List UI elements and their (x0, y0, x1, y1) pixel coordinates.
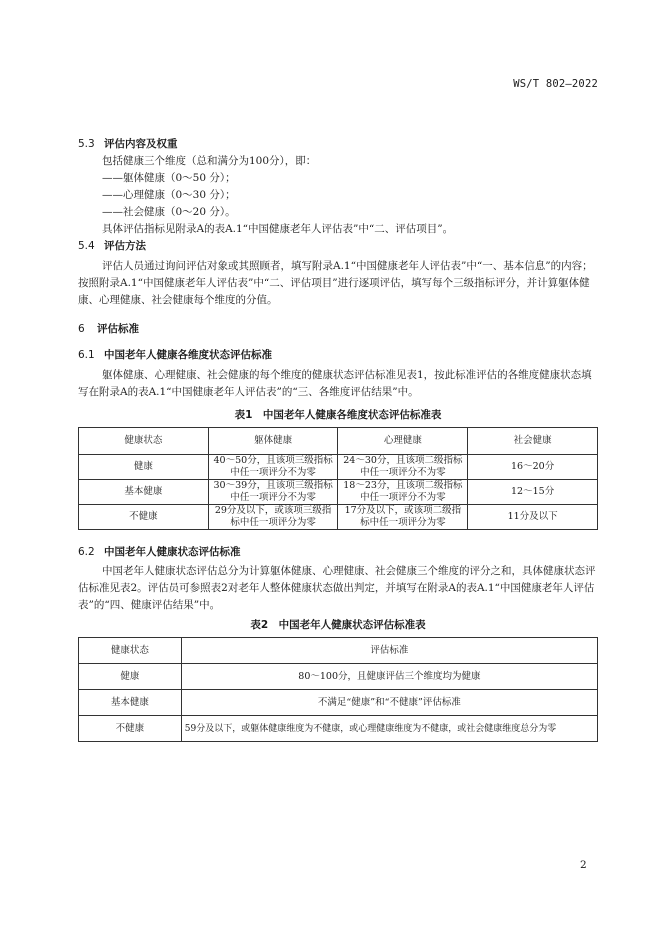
section-5-4-paragraph: 评估人员通过询问评估对象或其照顾者，填写附录A.1“中国健康老年人评估表”中“一、基本信息”的内容；按照附录A.1“中国健康老年人评估表”中“二、评估项目”进行逐项评估，填写每个三级指标评分，并计算躯体健康、心理健康、社会健康每个维度的分值。 (78, 260, 593, 306)
standard-code: WS/T 802—2022 (513, 78, 598, 90)
table-cell: 11分及以下 (468, 505, 598, 530)
section-title: 评估方法 (104, 240, 146, 252)
list-item: ——社会健康（0～20 分）。 (102, 206, 236, 218)
table-row (79, 455, 598, 480)
table-cell: 24～30分，且该项二级指标中任一项评分不为零 (338, 455, 468, 480)
section-number: 6.1 (78, 349, 95, 361)
table-cell: 30～39分，且该项三级指标中任一项评分不为零 (208, 480, 338, 505)
paragraph-line: 包括健康三个维度（总和满分为100分），即： (102, 155, 317, 167)
section-number: 6.2 (78, 546, 95, 558)
section-6-heading (78, 321, 139, 336)
table-cell: 基本健康 (79, 480, 209, 505)
table-header-cell: 社会健康 (468, 428, 598, 455)
table2 (78, 637, 598, 742)
table-header-cell: 评估标准 (181, 638, 597, 664)
list-item: ——心理健康（0～30 分）； (102, 189, 236, 201)
table-cell: 17分及以下，或该项二级指标中任一项评分为零 (338, 505, 468, 530)
table-header-cell: 躯体健康 (208, 428, 338, 455)
section-title: 中国老年人健康状态评估标准 (104, 546, 241, 558)
table-cell: 40～50分，且该项三级指标中任一项评分不为零 (208, 455, 338, 480)
list-item: ——躯体健康（0～50 分）； (102, 172, 236, 184)
section-number: 5.4 (78, 240, 95, 252)
table-cell: 59分及以下，或躯体健康维度为不健康，或心理健康维度为不健康，或社会健康维度总分为零 (181, 716, 597, 742)
table-row (79, 690, 598, 716)
section-title: 中国老年人健康各维度状态评估标准 (104, 349, 272, 361)
section-6-1-paragraph: 躯体健康、心理健康、社会健康的每个维度的健康状态评估标准见表1，按此标准评估的各维度健康状态填写在附录A的表A.1“中国健康老年人评估表”的“三、各维度评估结果”中。 (78, 369, 592, 398)
table-cell: 不满足“健康”和“不健康”评估标准 (181, 690, 597, 716)
section-5-3-body (102, 153, 602, 238)
table-row (79, 716, 598, 742)
table-cell: 16～20分 (468, 455, 598, 480)
table-cell: 12～15分 (468, 480, 598, 505)
table-cell: 18～23分，且该项二级指标中任一项评分不为零 (338, 480, 468, 505)
table1 (78, 427, 598, 530)
table-cell: 不健康 (79, 505, 209, 530)
section-6-1-heading (78, 347, 272, 362)
page-number: 2 (580, 859, 587, 871)
section-number: 5.3 (78, 138, 95, 150)
table-header-cell: 健康状态 (79, 638, 182, 664)
table-cell: 健康 (79, 664, 182, 690)
table-header-row (79, 638, 598, 664)
table-row (79, 505, 598, 530)
table-cell: 基本健康 (79, 690, 182, 716)
table-header-row (79, 428, 598, 455)
section-number: 6 (78, 323, 85, 335)
section-5-3-heading (78, 136, 178, 151)
table-cell: 不健康 (79, 716, 182, 742)
table2-caption: 表2 中国老年人健康状态评估标准表 (250, 619, 426, 631)
table-cell: 80～100分，且健康评估三个维度均为健康 (181, 664, 597, 690)
table-row (79, 664, 598, 690)
section-6-2-heading (78, 544, 241, 559)
section-title: 评估内容及权重 (104, 138, 178, 150)
section-6-2-paragraph: 中国老年人健康状态评估总分为计算躯体健康、心理健康、社会健康三个维度的评分之和，具体健康状态评估标准见表2。评估员可参照表2对老年人整体健康状态做出判定，并填写在附录A的表A.1“中国健康老年人评估表”的“四、健康评估结果”中。 (78, 565, 596, 611)
table-header-cell: 心理健康 (338, 428, 468, 455)
table-cell: 健康 (79, 455, 209, 480)
table-header-cell: 健康状态 (79, 428, 209, 455)
table-cell: 29分及以下，或该项三级指标中任一项评分为零 (208, 505, 338, 530)
section-title: 评估标准 (97, 323, 139, 335)
table-row (79, 480, 598, 505)
table1-caption: 表1 中国老年人健康各维度状态评估标准表 (234, 409, 442, 421)
paragraph-line: 具体评估指标见附录A的表A.1“中国健康老年人评估表”中“二、评估项目”。 (102, 223, 454, 235)
section-5-4-heading (78, 238, 146, 253)
